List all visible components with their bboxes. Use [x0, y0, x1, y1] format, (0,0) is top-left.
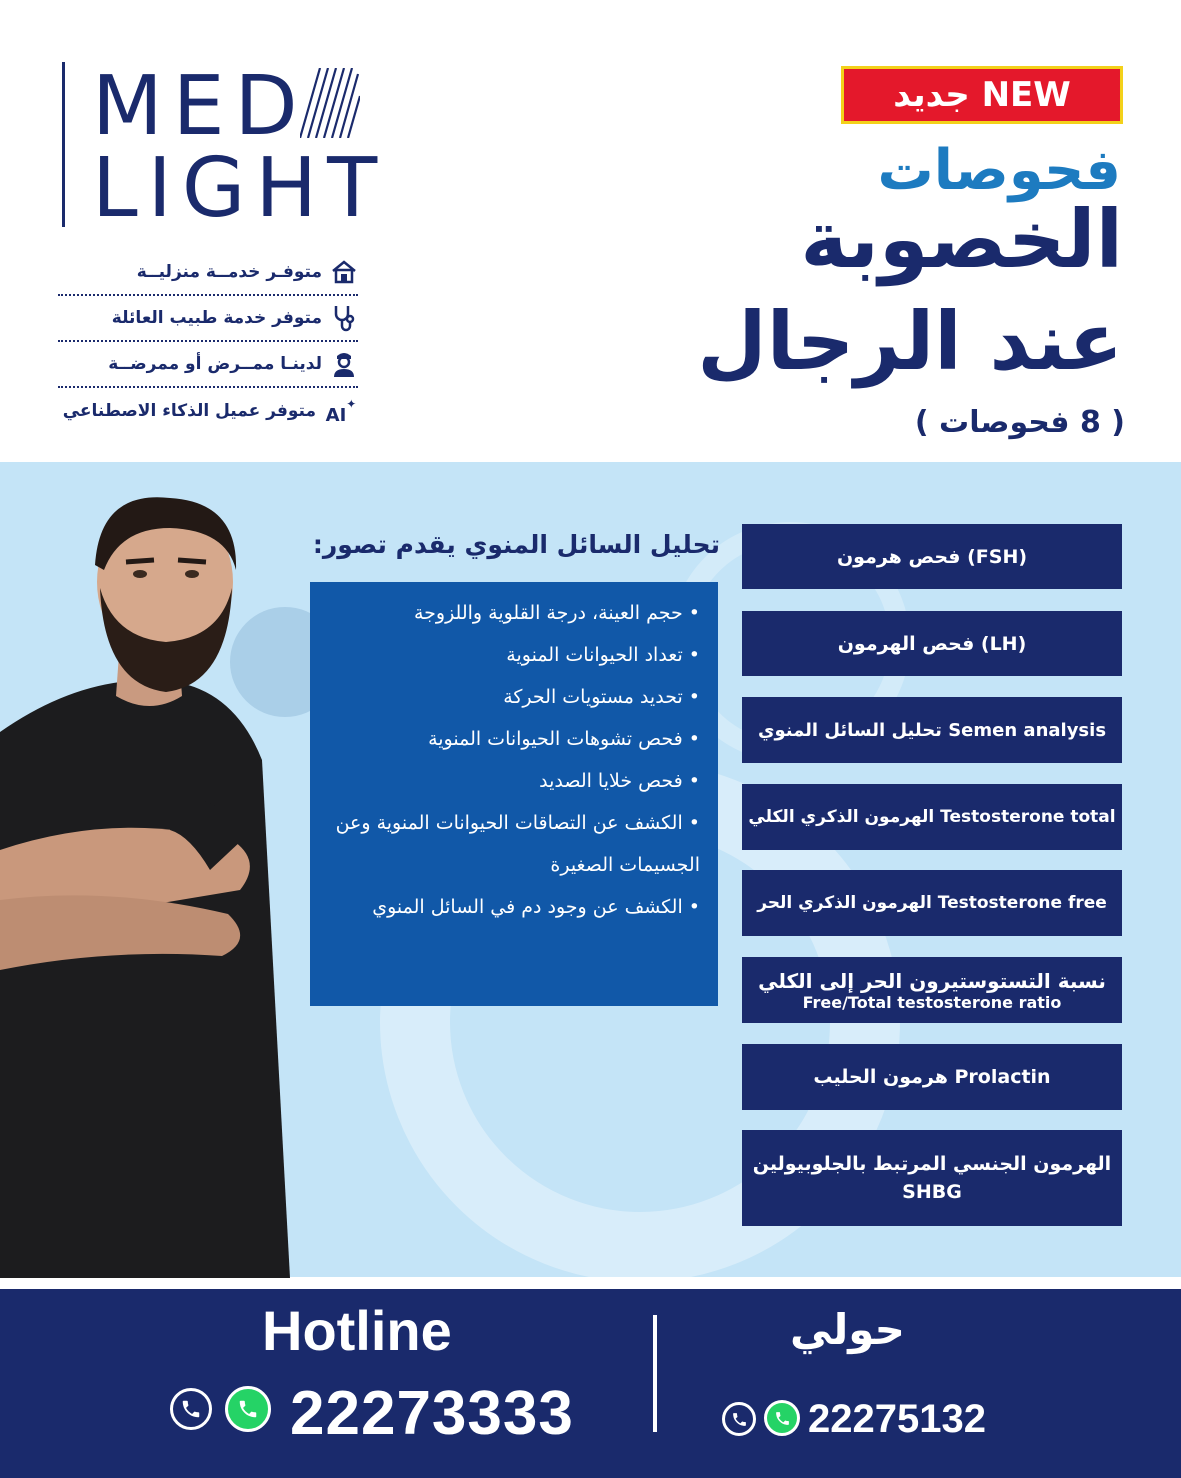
test-name: الهرمون الجنسي المرتبط بالجلوبيولين — [752, 1153, 1112, 1175]
semen-analysis-list — [324, 592, 700, 928]
ai-sparkle-icon — [324, 397, 358, 425]
logo-line-1: MED — [92, 59, 308, 154]
feature-label: متوفر عميل الذكاء الاصطناعي — [62, 401, 316, 421]
test-name-secondary: SHBG — [902, 1181, 962, 1203]
semen-analysis-heading: تحليل السائل المنوي يقدم تصور: — [312, 530, 720, 559]
test-name: هرمون الحليب Prolactin — [813, 1066, 1051, 1088]
feature-label: متوفر خدمة طبيب العائلة — [111, 308, 322, 328]
branch-name: حولي — [790, 1305, 905, 1354]
test-card — [742, 524, 1122, 589]
test-card — [742, 870, 1122, 936]
nurse-icon — [330, 350, 358, 378]
title-line-2: الخصوبة — [800, 193, 1123, 286]
feature-label: متوفـر خدمــة منزليــة — [136, 262, 322, 282]
test-name: تحليل السائل المنوي Semen analysis — [757, 719, 1107, 741]
list-item: • فحص خلايا الصديد — [539, 770, 700, 792]
feature-family-doctor — [58, 296, 358, 342]
test-card — [742, 957, 1122, 1023]
hotline-number[interactable]: 22273333 — [290, 1379, 574, 1448]
tests-count: ( 8 فحوصات ) — [914, 405, 1125, 440]
logo-line-2: LIGHT — [92, 141, 388, 236]
logo-rule — [62, 62, 65, 227]
title-line-3: عند الرجال — [697, 295, 1123, 388]
list-item: • تعداد الحيوانات المنوية — [506, 644, 700, 666]
test-name: نسبة التستوستيرون الحر إلى الكلي — [758, 968, 1106, 993]
phone-icon[interactable] — [170, 1388, 212, 1430]
hotline-label: Hotline — [262, 1299, 452, 1362]
feature-list — [58, 250, 358, 434]
home-icon — [330, 258, 358, 286]
test-card — [742, 697, 1122, 763]
ai-label: AI — [325, 404, 347, 426]
brand-logo — [62, 59, 388, 236]
list-item: • فحص تشوهات الحيوانات المنوية — [428, 728, 700, 750]
feature-nurse — [58, 342, 358, 388]
feature-label: لدينـا ممــرض أو ممرضــة — [108, 354, 322, 374]
test-name: فحص هرمون (FSH) — [836, 545, 1028, 568]
whatsapp-icon[interactable] — [764, 1400, 800, 1436]
test-name: فحص الهرمون (LH) — [837, 632, 1027, 655]
test-card — [742, 1130, 1122, 1226]
footer — [0, 1289, 1181, 1478]
list-item: • تحديد مستويات الحركة — [503, 686, 700, 708]
title-line-1: فحوصات — [877, 138, 1121, 203]
list-item: • حجم العينة، درجة القلوية واللزوجة — [413, 602, 700, 624]
semen-analysis-box — [310, 582, 718, 1006]
stethoscope-icon — [330, 304, 358, 332]
test-card — [742, 611, 1122, 676]
test-name: الهرمون الذكري الحر Testosterone free — [757, 893, 1107, 913]
whatsapp-icon[interactable] — [225, 1386, 271, 1432]
test-name-secondary: Free/Total testosterone ratio — [802, 992, 1062, 1012]
phone-icon[interactable] — [722, 1402, 756, 1436]
list-item: • الكشف عن التصاقات الحيوانات المنوية وعن الجسيمات الصغيرة — [335, 812, 700, 876]
test-card — [742, 1044, 1122, 1110]
new-badge: جديد NEW — [841, 66, 1123, 124]
branch-phone-number[interactable]: 22275132 — [808, 1397, 986, 1441]
test-name: الهرمون الذكري الكلي Testosterone total — [748, 807, 1116, 827]
sparkle-icon: ✦ — [346, 397, 357, 411]
man-photo — [0, 470, 290, 1278]
test-card — [742, 784, 1122, 850]
feature-home-service — [58, 250, 358, 296]
footer-divider — [653, 1315, 657, 1432]
list-item: • الكشف عن وجود دم في السائل المنوي — [372, 896, 700, 918]
logo-stripe-mark — [300, 68, 360, 138]
feature-ai-agent — [58, 388, 358, 434]
